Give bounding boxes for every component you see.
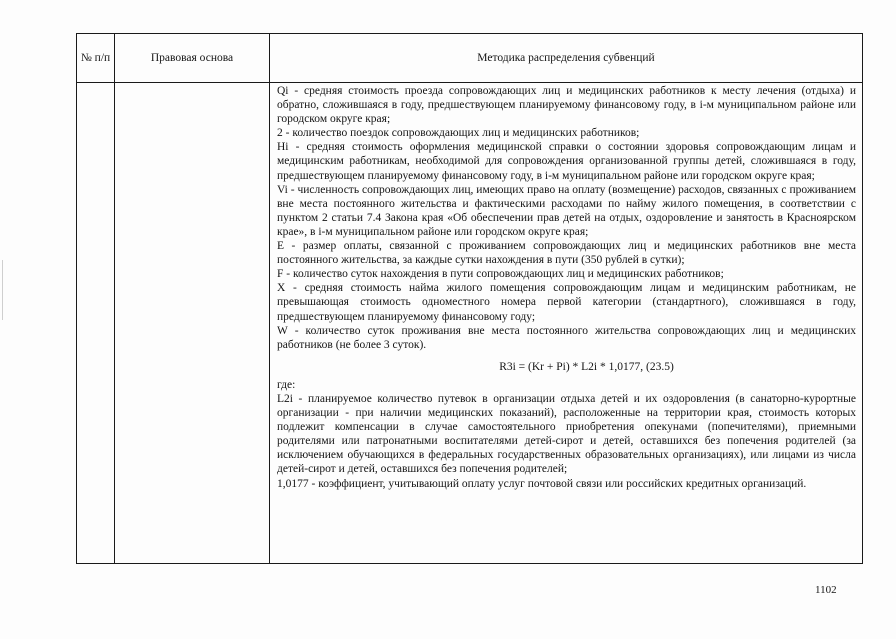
definition-vi: Vi - численность сопровождающих лиц, имеющих право на оплату (возмещение) расходов, связанных с проживанием вне места постоянного жительства и фактическими расходами по найму жилого помещения, в соответствии с пунктом 2 статьи 7.4 Закона края «Об обеспечении прав детей на отдых, оздоровление и занятость в Красноярском крае», в i-м муниципальном районе или городском округе края; bbox=[277, 183, 856, 238]
header-method: Методика распределения субвенций bbox=[270, 34, 863, 83]
definition-x: X - средняя стоимость найма жилого помещения сопровождающим лицам и медицинским работникам, не превышающая стоимость одноместного номера первой категории (стандартного), сложившаяся в году, предшествующем планируемому финансовому году; bbox=[277, 282, 856, 323]
scan-artifact-line bbox=[2, 260, 3, 320]
formula-23-5: R3i = (Kr + Pi) * L2i * 1,0177, (23.5) bbox=[499, 360, 674, 373]
definition-hi: Hi - средняя стоимость оформления медицинской справки о состоянии здоровья сопровождающим лицам и медицинским работникам, необходимой для сопровождения организованной группы детей, сложившаяся в году, предшествующем планируемому финансовому году, в i-м муниципальном районе или городском округе края; bbox=[277, 141, 856, 182]
definition-qi: Qi - средняя стоимость проезда сопровождающих лиц и медицинских работников к месту лечения (отдыха) и обратно, сложившаяся в году, предшествующем планируемому финансовому году, в i-м муниципальном районе или городском округе края; bbox=[277, 85, 856, 126]
header-number: № п/п bbox=[77, 34, 115, 83]
table-body-row bbox=[77, 83, 863, 564]
definition-2: 2 - количество поездок сопровождающих лиц и медицинских работников; bbox=[277, 127, 640, 140]
table-header-row bbox=[77, 34, 863, 83]
cell-legal-basis bbox=[115, 83, 270, 564]
cell-method bbox=[270, 83, 863, 564]
definition-l2i: L2i - планируемое количество путевок в организации отдыха детей и их оздоровления (в санаторно-курортные организации - при наличии медицинских показаний), расположенные на территории края, стоимость которых подлежит компенсации в случае самостоятельного приобретения опекунами (попечителями), приемными родителями или патронатными воспитателями детей-сирот и детей, оставшихся без попечения родителей (за исключением обучающихся в федеральных государственных образовательных организациях), или лицами из числа детей-сирот и детей, оставшихся без попечения родителей; bbox=[277, 392, 856, 476]
page-number: 1102 bbox=[815, 584, 837, 596]
definition-f: F - количество суток нахождения в пути сопровождающих лиц и медицинских работников; bbox=[277, 268, 724, 281]
subvention-method-table bbox=[76, 33, 863, 564]
where-label: где: bbox=[277, 378, 296, 391]
header-legal-basis: Правовая основа bbox=[115, 34, 270, 83]
definition-w: W - количество суток проживания вне места постоянного жительства сопровождающих лиц и медицинских работников (не более 3 суток). bbox=[277, 324, 856, 351]
cell-number bbox=[77, 83, 115, 564]
definition-coefficient: 1,0177 - коэффициент, учитывающий оплату услуг почтовой связи или российских кредитных организаций. bbox=[277, 477, 807, 490]
definition-e: E - размер оплаты, связанной с проживанием сопровождающих лиц и медицинских работников вне места постоянного жительства, за каждые сутки нахождения в пути (350 рублей в сутки); bbox=[277, 240, 856, 267]
